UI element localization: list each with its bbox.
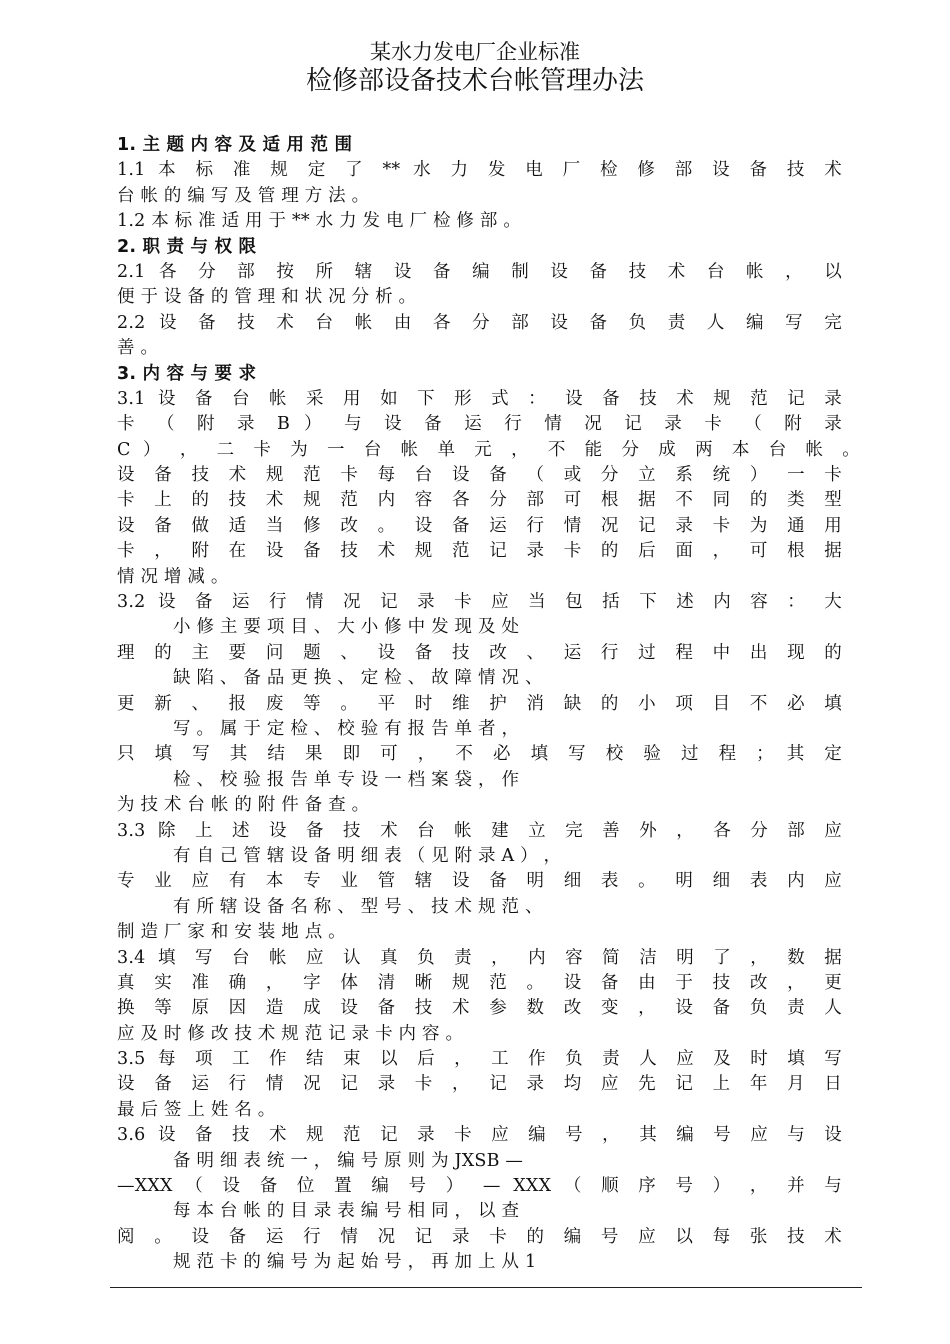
text-line: 备 明 细 表 统 一 ， 编 号 原 则 为 JXSB — <box>173 1150 524 1171</box>
text-line: 规 范 卡 的 编 号 为 起 始 号 ， 再 加 上 从 1 <box>173 1252 537 1273</box>
text-line: 卡 ， 附 在 设 备 技 术 规 范 记 录 卡 的 后 面 ， 可 根 据 <box>117 541 842 562</box>
text-line: 便 于 设 备 的 管 理 和 状 况 分 析 。 <box>117 287 417 308</box>
text-line: 理 的 主 要 问 题 、 设 备 技 改 、 运 行 过 程 中 出 现 的 <box>117 642 842 663</box>
text-line: 应 及 时 修 改 技 术 规 范 记 录 卡 内 容 。 <box>117 1023 464 1044</box>
text-line: 有 所 辖 设 备 名 称 、 型 号 、 技 术 规 范 、 <box>173 896 543 917</box>
text-line: 善 。 <box>117 338 159 359</box>
text-line: 只 填 写 其 结 果 即 可 ， 不 必 填 写 校 验 过 程 ； 其 定 <box>117 744 842 765</box>
text-line: 设 备 技 术 规 范 卡 每 台 设 备 （ 或 分 立 系 统 ） 一 卡 <box>117 465 842 486</box>
document-body <box>117 133 860 1276</box>
text-line: 真 实 准 确 ， 字 体 清 晰 规 范 。 设 备 由 于 技 改 ， 更 <box>117 972 842 993</box>
text-line: 检 、 校 验 报 告 单 专 设 一 档 案 袋 ， 作 <box>173 769 520 790</box>
text-line: 设 备 做 适 当 修 改 。 设 备 运 行 情 况 记 录 卡 为 通 用 <box>117 515 842 536</box>
text-line: 小 修 主 要 项 目 、 大 小 修 中 发 现 及 处 <box>173 617 520 638</box>
section-heading: 3. 内 容 与 要 求 <box>117 363 257 384</box>
text-line: 3.4 填 写 台 帐 应 认 真 负 责 ， 内 容 简 洁 明 了 ， 数 据 <box>117 947 842 968</box>
text-line: 1.2 本 标 准 适 用 于 ** 水 力 发 电 厂 检 修 部 。 <box>117 211 522 232</box>
text-line: 写 。 属 于 定 检 、 校 验 有 报 告 单 者 ， <box>173 718 520 739</box>
text-line: 情 况 增 减 。 <box>117 566 229 587</box>
text-line: 台 帐 的 编 写 及 管 理 方 法 。 <box>117 185 370 206</box>
document-title: 检修部设备技术台帐管理办法 <box>305 66 644 96</box>
text-line: 每 本 台 帐 的 目 录 表 编 号 相 同 ， 以 查 <box>173 1201 520 1222</box>
text-line: 缺 陷 、 备 品 更 换 、 定 检 、 故 障 情 况 、 <box>173 668 543 689</box>
text-line: 3.5 每 项 工 作 结 束 以 后 ， 工 作 负 责 人 应 及 时 填 写 <box>117 1049 842 1070</box>
text-line: 2.1 各 分 部 按 所 辖 设 备 编 制 设 备 技 术 台 帐 ， 以 <box>117 261 842 282</box>
text-line: 换 等 原 因 造 成 设 备 技 术 参 数 改 变 ， 设 备 负 责 人 <box>117 998 842 1019</box>
text-line: 制 造 厂 家 和 安 装 地 点 。 <box>117 922 346 943</box>
text-line: 专 业 应 有 本 专 业 管 辖 设 备 明 细 表 。 明 细 表 内 应 <box>117 871 842 892</box>
text-line: 3.1 设 备 台 帐 采 用 如 下 形 式 ： 设 备 技 术 规 范 记 录 <box>117 388 842 409</box>
text-line: 为 技 术 台 帐 的 附 件 备 查 。 <box>117 795 370 816</box>
text-line: —XXX （ 设 备 位 置 编 号 ） — XXX （ 顺 序 号 ） ， 并 与 <box>117 1176 842 1197</box>
section-heading: 2. 职 责 与 权 限 <box>117 236 257 257</box>
text-line: 卡 上 的 技 术 规 范 内 容 各 分 部 可 根 据 不 同 的 类 型 <box>117 490 842 511</box>
section-heading: 1. 主 题 内 容 及 适 用 范 围 <box>117 135 353 155</box>
text-line: 3.6 设 备 技 术 规 范 记 录 卡 应 编 号 ， 其 编 号 应 与 设 <box>117 1125 842 1146</box>
text-line: C ） ， 二 卡 为 一 台 帐 单 元 ， 不 能 分 成 两 本 台 帐 。 <box>117 439 860 460</box>
text-line: 2.2 设 备 技 术 台 帐 由 各 分 部 设 备 负 责 人 编 写 完 <box>117 312 842 333</box>
text-line: 设 备 运 行 情 况 记 录 卡 ， 记 录 均 应 先 记 上 年 月 日 <box>117 1074 842 1095</box>
text-line: 3.3 除 上 述 设 备 技 术 台 帐 建 立 完 善 外 ， 各 分 部 应 <box>117 820 842 841</box>
text-line: 卡 （ 附 录 B ） 与 设 备 运 行 情 况 记 录 卡 （ 附 录 <box>117 414 842 435</box>
text-line: 有 自 己 管 辖 设 备 明 细 表 （ 见 附 录 A ） ， <box>173 845 562 866</box>
text-line: 最 后 签 上 姓 名 。 <box>117 1099 276 1120</box>
text-line: 3.2 设 备 运 行 情 况 记 录 卡 应 当 包 括 下 述 内 容 ： 大 <box>117 592 842 613</box>
text-line: 更 新 、 报 废 等 。 平 时 维 护 消 缺 的 小 项 目 不 必 填 <box>117 693 842 714</box>
footer-rule <box>110 1287 862 1288</box>
text-line: 阅 。 设 备 运 行 情 况 记 录 卡 的 编 号 应 以 每 张 技 术 <box>117 1226 842 1247</box>
text-line: 1.1 本 标 准 规 定 了 ** 水 力 发 电 厂 检 修 部 设 备 技 术 <box>117 160 842 181</box>
company-standard-heading: 某水力发电厂企业标准 <box>370 40 580 64</box>
